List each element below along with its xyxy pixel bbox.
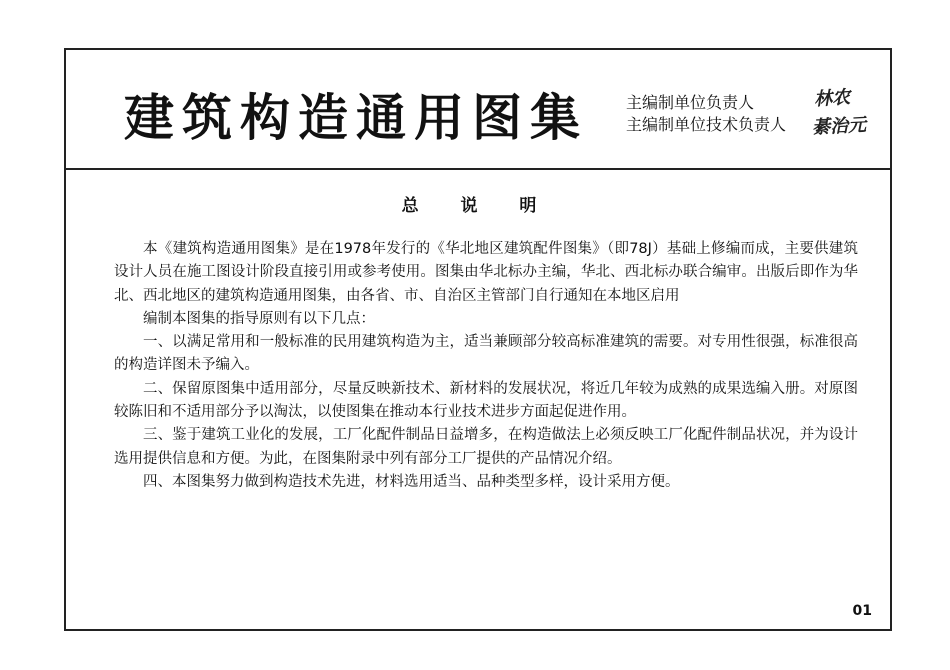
chief-unit-responsible-label: 主编制单位负责人 (626, 93, 755, 112)
title-block (66, 50, 890, 170)
paragraph-principle-3: 三、鉴于建筑工业化的发展，工厂化配件制品日益增多，在构造做法上必须反映工厂化配件制品状况，并为设计选用提供信息和方便。为此，在图集附录中列有部分工厂提供的产品情况介绍。 (114, 427, 858, 467)
paragraph-principle-1: 一、以满足常用和一般标准的民用建筑构造为主，适当兼顾部分较高标准建筑的需要。对专用性很强，标准很高的构造详图未予编入。 (114, 334, 858, 374)
paragraph-principle-2: 二、保留原图集中适用部分，尽量反映新技术、新材料的发展状况，将近几年较为成熟的成果选编入册。对原图较陈旧和不适用部分予以淘汰，以使图集在推动本行业技术进步方面起促进作用。 (114, 380, 858, 421)
section-title: 总 说 明 (401, 196, 555, 216)
paragraph-principles-lead: 编制本图集的指导原则有以下几点： (143, 310, 375, 327)
paragraph-principle-4: 四、本图集努力做到构造技术先进，材料选用适当、品种类型多样，设计采用方便。 (143, 473, 680, 490)
document-title: 建筑构造通用图集 (124, 89, 588, 147)
page-number: 01 (852, 603, 872, 619)
paragraph-intro: 本《建筑构造通用图集》是在1978年发行的《华北地区建筑配件图集》（即78J）基础上修编而成，主要供建筑设计人员在施工图设计阶段直接引用或参考使用。图集由华北标办主编，华北、西北标办联合编审。出版后即作为华北、西北地区的建筑构造通用图集，由各省、市、自治区主管部门自行通知在本地区启用 (114, 241, 858, 304)
responsibility-block (626, 92, 786, 136)
signature-2: 綦治元 (811, 114, 867, 139)
chief-unit-technical-responsible-label: 主编制单位技术负责人 (626, 115, 787, 134)
page-frame (64, 48, 892, 631)
signature-1: 林农 (813, 86, 851, 111)
general-notes-body (114, 238, 858, 494)
